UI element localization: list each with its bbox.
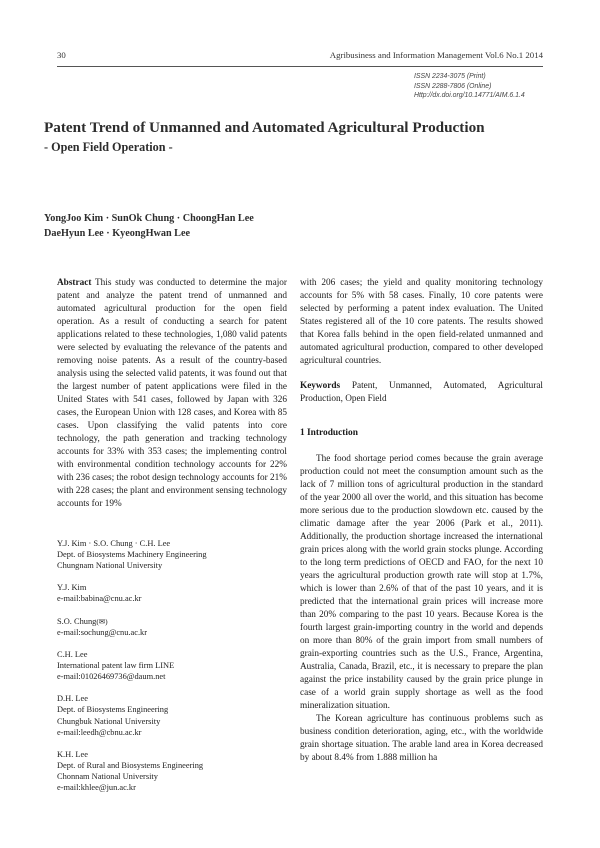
doi-link[interactable]: Http://dx.doi.org/10.14771/AIM.6.1.4	[414, 92, 525, 100]
affiliation-dept: Dept. of Biosystems Machinery Engineering	[57, 550, 207, 560]
affiliation-university: Chungnam National University	[57, 561, 163, 571]
author-line-1: YongJoo Kim · SunOk Chung · ChoongHan Lee	[44, 213, 254, 224]
affiliation-email[interactable]: e-mail:babina@cnu.ac.kr	[57, 594, 142, 604]
keywords-paragraph	[300, 380, 543, 406]
affiliation-block	[57, 649, 287, 682]
affiliation-org: International patent law firm LINE	[57, 661, 175, 671]
affiliation-names: Y.J. Kim	[57, 583, 87, 593]
left-column	[57, 277, 287, 511]
affiliation-names: D.H. Lee	[57, 694, 88, 704]
paper-subtitle: - Open Field Operation -	[44, 140, 173, 154]
running-header	[57, 50, 543, 64]
affiliation-university: Chonnam National University	[57, 771, 158, 781]
affiliation-block	[57, 749, 287, 793]
affiliation-dept: Dept. of Biosystems Engineering	[57, 705, 169, 715]
affiliation-email[interactable]: e-mail:01026469736@daum.net	[57, 672, 166, 682]
author-list	[44, 212, 344, 241]
envelope-icon: (✉)	[96, 616, 108, 626]
issn-print: ISSN 2234-3075 (Print)	[414, 73, 486, 80]
corresponding-author-line	[57, 616, 287, 627]
affiliation-block	[57, 582, 287, 604]
affiliation-university: Chungbuk National University	[57, 716, 161, 726]
abstract-continuation: with 206 cases; the yield and quality monitoring technology accounts for 5% with 58 cases. Finally, 10 core patents were selected by performing a patent index evaluation. The United States registered all of the 10 core patents. The results showed that Korea falls behind in the open field-related unmanned and automated agricultural production, compared to other developed agricultural countries.	[300, 278, 543, 366]
affiliation-email[interactable]: e-mail:leedh@cbnu.ac.kr	[57, 727, 142, 737]
right-column	[300, 277, 543, 765]
issn-block	[414, 72, 554, 101]
page-number: 30	[57, 50, 66, 60]
abstract-paragraph	[57, 277, 287, 511]
affiliation-names: C.H. Lee	[57, 649, 88, 659]
affiliation-dept: Dept. of Rural and Biosystems Engineering	[57, 760, 204, 770]
issn-online: ISSN 2288-7806 (Online)	[414, 82, 492, 90]
intro-paragraph-2: The Korean agriculture has continuous problems such as business condition deterioration, aging, etc., with the worldwide grain shortage situation. The arable land area in Korea decreased by about 8.4% from 1.888 million ha	[300, 714, 543, 763]
abstract-text-left: This study was conducted to determine the major patent and analyze the patent trend of unmanned and automated agricultural production for the open field operation. As a result of conducting a search for patent applications related to these technologies, 1,080 valid patents were selected by evaluating the relevance of the patents and removing noise patents. As a result of the country-based analysis using the selected valid patents, it was found out that the largest number of patent applications were filed in the United States with 541 cases, followed by Japan with 326 cases, the European Union with 128 cases, and Korea with 85 cases. Upon classifying the valid patents into core technology, the path generation and tracking technology accounts for 33% with 353 cases; the implementing control with environmental condition technology accounts for 22% with 236 cases; the robot design technology accounts for 21% with 228 cases; the plant and environment sensing technology accounts for 19%	[57, 278, 287, 509]
affiliation-block	[57, 616, 287, 638]
affiliation-block	[57, 693, 287, 737]
author-line-2: DaeHyun Lee · KyeongHwan Lee	[44, 227, 191, 239]
intro-paragraph-1: The food shortage period comes because the grain average production could not meet the consumption amount such as the lack of 7 million tons of agricultural production in the standard of the year 2000 all over the world, and this situation has become more serious due to the production slowdown etc. caused by the climatic damage after the year 2006 (Park et al., 2011). Additionally, the production shortage increased the international grain prices along with the world grain stocks plunge. According to the long term predictions of OECD and FAO, for the next 10 years the agricultural production growth rate will stop at 1.7%, which is lower than 2.6% of that of the past 10 years, and it is predicted that the international grain prices will increase more than 20% comparing to the past 10 years. Because Korea is the fourth largest grain-importing country in the world and depends on more than 80% of the grain import from small numbers of grain-exporting countries such as the U.S., France, Argentina, Australia, Canada, Brazil, etc., it is necessary to prepare the plan against the price instability caused by the grain price plunge in case of a world grain supply shortage as well as the food mineralization situation.	[300, 454, 543, 711]
abstract-label: Abstract	[57, 278, 92, 288]
affiliation-names: K.H. Lee	[57, 749, 88, 759]
affiliation-names: S.O. Chung	[57, 616, 97, 626]
keywords-text: Patent, Unmanned, Automated, Agricultural Production, Open Field	[300, 381, 544, 404]
affiliations	[57, 538, 287, 804]
affiliation-email[interactable]: e-mail:khlee@jun.ac.kr	[57, 783, 136, 793]
header-rule	[57, 66, 543, 67]
paper-title: Patent Trend of Unmanned and Automated Agricultural Production	[44, 119, 485, 136]
journal-title: Agribusiness and Information Management Vol.6 No.1 2014	[329, 50, 543, 60]
affiliation-names: Y.J. Kim · S.O. Chung · C.H. Lee	[57, 539, 171, 548]
section-heading-introduction: 1 Introduction	[300, 428, 358, 438]
affiliation-email[interactable]: e-mail:sochung@cnu.ac.kr	[57, 627, 148, 637]
keywords-label: Keywords	[300, 381, 341, 391]
affiliation-block	[57, 538, 287, 571]
